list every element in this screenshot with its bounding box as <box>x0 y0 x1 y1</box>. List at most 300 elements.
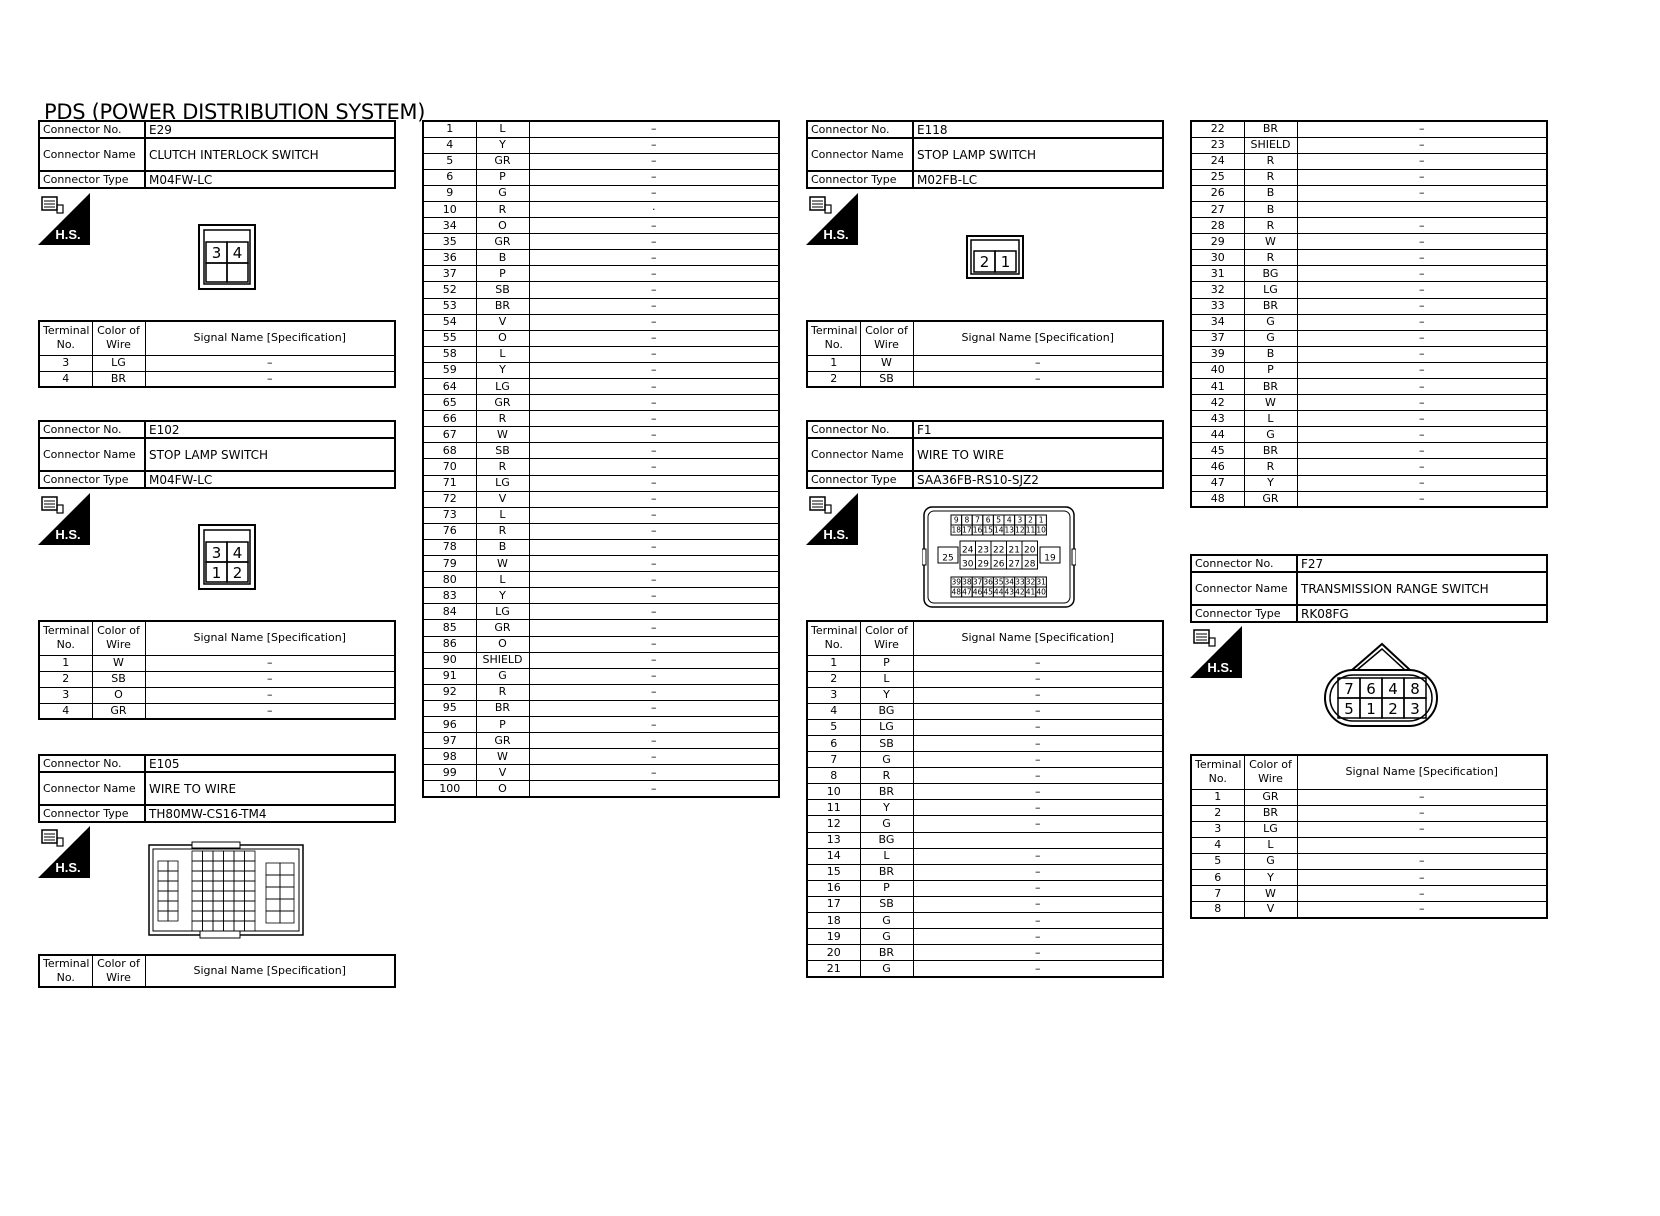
wire-color: L <box>860 671 913 687</box>
signal-name: – <box>529 556 779 572</box>
wire-color: LG <box>476 379 529 395</box>
wire-color: G <box>860 752 913 768</box>
table-row <box>807 768 1163 784</box>
pin-label: 1 <box>1038 515 1044 525</box>
pin-label: 44 <box>993 587 1004 597</box>
table-row <box>1191 869 1547 885</box>
wire-color: GR <box>476 234 529 250</box>
terminal-no: 67 <box>423 427 476 443</box>
wire-color: P <box>476 716 529 732</box>
signal-name: – <box>1297 282 1547 298</box>
pin-label: 15 <box>983 525 993 535</box>
table-row <box>807 655 1163 671</box>
pin-label: 24 <box>962 545 974 556</box>
wire-color: BG <box>860 832 913 848</box>
terminal-no: 72 <box>423 491 476 507</box>
wire-color: W <box>92 655 145 671</box>
signal-name: – <box>1297 218 1547 234</box>
table-row <box>1191 218 1547 234</box>
signal-name: – <box>913 768 1163 784</box>
table-row <box>423 234 779 250</box>
connector-face-e102 <box>198 524 256 590</box>
connector-type-label: Connector Type <box>39 805 145 822</box>
terminal-no: 45 <box>1191 443 1244 459</box>
hs-badge-label: H.S. <box>823 227 849 242</box>
terminal-no: 15 <box>807 864 860 880</box>
wire-color: G <box>1244 314 1297 330</box>
table-row <box>807 864 1163 880</box>
wire-color: R <box>476 201 529 217</box>
hs-badge-label: H.S. <box>55 227 81 242</box>
pin-label: 8 <box>1410 680 1420 698</box>
wire-color: G <box>860 961 913 977</box>
terminal-no: 92 <box>423 684 476 700</box>
signal-name: – <box>1297 330 1547 346</box>
wire-color: P <box>860 655 913 671</box>
terminal-table-e29 <box>38 320 396 388</box>
terminal-no: 4 <box>39 703 92 719</box>
pin-label: 3 <box>1410 700 1420 718</box>
terminal-no: 76 <box>423 523 476 539</box>
terminal-no: 46 <box>1191 459 1244 475</box>
terminal-no-header: Terminal No. <box>1191 755 1244 789</box>
table-row <box>1191 459 1547 475</box>
pin-label: 22 <box>993 545 1005 556</box>
terminal-no: 3 <box>39 687 92 703</box>
page-title: PDS (POWER DISTRIBUTION SYSTEM) <box>44 100 426 124</box>
terminal-no-header: Terminal No. <box>807 321 860 355</box>
wire-color: P <box>1244 362 1297 378</box>
terminal-no-header: Terminal No. <box>39 955 92 987</box>
signal-name: – <box>529 507 779 523</box>
wire-color: W <box>476 556 529 572</box>
pin-label: 13 <box>1004 525 1015 535</box>
table-row <box>807 703 1163 719</box>
terminal-no: 19 <box>807 929 860 945</box>
signal-name: – <box>529 169 779 185</box>
signal-name: – <box>913 961 1163 977</box>
terminal-no: 85 <box>423 620 476 636</box>
table-row <box>423 169 779 185</box>
wire-color: P <box>476 169 529 185</box>
pin-label: 27 <box>1008 559 1020 570</box>
table-row <box>1191 153 1547 169</box>
table-row <box>423 765 779 781</box>
table-row <box>423 121 779 137</box>
connector-e102-header <box>38 420 396 489</box>
wire-color: L <box>1244 837 1297 853</box>
signal-name: – <box>529 523 779 539</box>
terminal-no: 11 <box>807 800 860 816</box>
signal-name-header: Signal Name [Specification] <box>145 955 395 987</box>
signal-name: – <box>1297 789 1547 805</box>
table-row <box>423 749 779 765</box>
connector-type-label: Connector Type <box>807 471 913 488</box>
wire-color: LG <box>1244 282 1297 298</box>
terminal-no: 9 <box>423 185 476 201</box>
connector-type-value: TH80MW-CS16-TM4 <box>145 805 395 822</box>
wire-color: L <box>860 848 913 864</box>
wire-color: Y <box>476 588 529 604</box>
signal-name: – <box>1297 379 1547 395</box>
wire-color: GR <box>1244 789 1297 805</box>
wire-color: W <box>860 355 913 371</box>
connector-no-value: E29 <box>145 121 395 138</box>
connector-face-f27 <box>1322 642 1440 732</box>
terminal-no: 3 <box>1191 821 1244 837</box>
pin-label: 48 <box>951 587 962 597</box>
wire-color: O <box>476 781 529 797</box>
wire-color: W <box>476 749 529 765</box>
connector-name-label: Connector Name <box>39 438 145 471</box>
table-row <box>423 411 779 427</box>
signal-name <box>1297 201 1547 217</box>
table-row <box>1191 443 1547 459</box>
signal-name: – <box>913 816 1163 832</box>
wire-color: BR <box>1244 121 1297 137</box>
terminal-no: 6 <box>807 735 860 751</box>
table-row <box>807 880 1163 896</box>
wire-color: SB <box>860 735 913 751</box>
pin-label: 47 <box>962 587 972 597</box>
connector-e105-header <box>38 754 396 823</box>
terminal-table-e118 <box>806 320 1164 388</box>
connector-name-label: Connector Name <box>39 138 145 171</box>
pin-label: 37 <box>972 577 983 587</box>
signal-name: – <box>913 896 1163 912</box>
table-row <box>1191 234 1547 250</box>
table-row <box>423 652 779 668</box>
table-row <box>807 800 1163 816</box>
pin-label: 43 <box>1004 587 1015 597</box>
table-row <box>807 752 1163 768</box>
terminal-no: 8 <box>807 768 860 784</box>
signal-name: – <box>529 539 779 555</box>
signal-name: – <box>913 735 1163 751</box>
wire-color: R <box>476 523 529 539</box>
terminal-no: 10 <box>423 201 476 217</box>
table-row <box>1191 121 1547 137</box>
wire-color: L <box>1244 411 1297 427</box>
wire-color: LG <box>476 604 529 620</box>
color-of-wire-header: Color of Wire <box>1244 755 1297 789</box>
terminal-no: 8 <box>1191 902 1244 918</box>
signal-name: – <box>529 330 779 346</box>
terminal-no: 59 <box>423 362 476 378</box>
terminal-no: 1 <box>1191 789 1244 805</box>
wire-color: R <box>476 411 529 427</box>
terminal-no: 28 <box>1191 218 1244 234</box>
pin-label: 42 <box>1015 587 1025 597</box>
signal-name: – <box>1297 234 1547 250</box>
wire-color: BG <box>860 703 913 719</box>
signal-name: – <box>529 153 779 169</box>
table-row <box>423 379 779 395</box>
pin-label: 4 <box>1006 515 1012 525</box>
wire-color: BR <box>1244 379 1297 395</box>
signal-name: – <box>529 636 779 652</box>
signal-name: – <box>145 671 395 687</box>
table-row <box>807 896 1163 912</box>
terminal-no: 2 <box>1191 805 1244 821</box>
pin-label: 35 <box>993 577 1004 587</box>
terminal-no: 90 <box>423 652 476 668</box>
wire-color: BR <box>860 784 913 800</box>
wire-color: SB <box>860 896 913 912</box>
terminal-table-e105-head <box>38 954 396 988</box>
pin-label: 32 <box>1025 577 1036 587</box>
terminal-no: 44 <box>1191 427 1244 443</box>
wire-color: Y <box>860 800 913 816</box>
signal-name: – <box>1297 250 1547 266</box>
wire-color: W <box>1244 886 1297 902</box>
signal-name: – <box>1297 427 1547 443</box>
wire-color: G <box>1244 427 1297 443</box>
connector-no-label: Connector No. <box>39 755 145 772</box>
table-row <box>1191 902 1547 918</box>
wire-color: B <box>1244 201 1297 217</box>
terminal-no: 47 <box>1191 475 1244 491</box>
connector-name-label: Connector Name <box>807 438 913 471</box>
wire-color: B <box>476 250 529 266</box>
harness-side-icon <box>806 493 858 545</box>
pin-label: 5 <box>996 515 1002 525</box>
hs-badge-label: H.S. <box>823 527 849 542</box>
table-row <box>423 604 779 620</box>
wire-color: SB <box>476 282 529 298</box>
wire-color: Y <box>1244 869 1297 885</box>
connector-name-label: Connector Name <box>807 138 913 171</box>
pin-label: 16 <box>972 525 983 535</box>
signal-name: – <box>1297 395 1547 411</box>
table-row <box>423 491 779 507</box>
signal-name: – <box>529 137 779 153</box>
table-row <box>1191 837 1547 853</box>
pin-label: 14 <box>993 525 1004 535</box>
terminal-no: 91 <box>423 668 476 684</box>
table-row <box>39 355 395 371</box>
pin-label: 7 <box>1344 680 1354 698</box>
terminal-no: 95 <box>423 700 476 716</box>
table-row <box>1191 362 1547 378</box>
terminal-no: 6 <box>423 169 476 185</box>
connector-type-value: SAA36FB-RS10-SJZ2 <box>913 471 1163 488</box>
signal-name: – <box>913 752 1163 768</box>
terminal-no: 86 <box>423 636 476 652</box>
terminal-no: 4 <box>1191 837 1244 853</box>
table-row <box>1191 789 1547 805</box>
terminal-no: 5 <box>807 719 860 735</box>
pin-label: 12 <box>1015 525 1025 535</box>
signal-name: – <box>529 652 779 668</box>
table-row <box>807 848 1163 864</box>
signal-name-header: Signal Name [Specification] <box>145 621 395 655</box>
terminal-no: 4 <box>423 137 476 153</box>
wire-color: LG <box>1244 821 1297 837</box>
terminal-no: 26 <box>1191 185 1244 201</box>
table-row <box>1191 250 1547 266</box>
terminal-no: 37 <box>1191 330 1244 346</box>
wire-color: SB <box>476 443 529 459</box>
pin-label: 11 <box>1025 525 1036 535</box>
pin-label: 2 <box>979 253 990 271</box>
wire-color: BR <box>476 700 529 716</box>
table-row <box>807 371 1163 387</box>
connector-no-value: F1 <box>913 421 1163 438</box>
signal-name: – <box>529 684 779 700</box>
color-of-wire-header: Color of Wire <box>92 955 145 987</box>
wire-color: V <box>476 765 529 781</box>
pin-label: 5 <box>1344 700 1354 718</box>
table-row <box>423 781 779 797</box>
table-row <box>423 346 779 362</box>
terminal-no: 22 <box>1191 121 1244 137</box>
pin-label: 1 <box>211 564 222 582</box>
wire-color: B <box>1244 346 1297 362</box>
signal-name: – <box>913 864 1163 880</box>
wire-color: V <box>476 491 529 507</box>
terminal-no: 3 <box>807 687 860 703</box>
terminal-no: 7 <box>1191 886 1244 902</box>
terminal-table-f27 <box>1190 754 1548 919</box>
signal-name: – <box>1297 821 1547 837</box>
terminal-no: 99 <box>423 765 476 781</box>
terminal-no: 25 <box>1191 169 1244 185</box>
terminal-no: 34 <box>423 218 476 234</box>
wire-color: LG <box>860 719 913 735</box>
signal-name: – <box>1297 411 1547 427</box>
table-row <box>423 201 779 217</box>
signal-name: – <box>529 427 779 443</box>
table-row <box>1191 201 1547 217</box>
table-row <box>1191 853 1547 869</box>
table-row <box>1191 346 1547 362</box>
terminal-no: 79 <box>423 556 476 572</box>
signal-name-header: Signal Name [Specification] <box>913 621 1163 655</box>
hs-badge-label: H.S. <box>55 860 81 875</box>
terminal-no: 1 <box>807 355 860 371</box>
table-row <box>423 716 779 732</box>
terminal-no: 30 <box>1191 250 1244 266</box>
table-row <box>423 443 779 459</box>
table-row <box>807 671 1163 687</box>
table-row <box>423 282 779 298</box>
wire-color: V <box>1244 902 1297 918</box>
pin-label: 21 <box>1008 545 1020 556</box>
signal-name: – <box>529 121 779 137</box>
table-row <box>1191 886 1547 902</box>
wire-color: SHIELD <box>476 652 529 668</box>
connector-no-label: Connector No. <box>1191 555 1297 572</box>
color-of-wire-header: Color of Wire <box>92 321 145 355</box>
signal-name: – <box>1297 491 1547 507</box>
table-row <box>807 784 1163 800</box>
table-row <box>807 832 1163 848</box>
pin-label: 34 <box>1004 577 1015 587</box>
terminal-no: 4 <box>39 371 92 387</box>
signal-name: – <box>529 395 779 411</box>
pin-label: 7 <box>975 515 980 525</box>
signal-name: – <box>1297 298 1547 314</box>
pin-label: 26 <box>993 559 1005 570</box>
table-row <box>423 539 779 555</box>
terminal-no: 35 <box>423 234 476 250</box>
terminal-no: 100 <box>423 781 476 797</box>
wire-color: BR <box>860 864 913 880</box>
terminal-no: 66 <box>423 411 476 427</box>
signal-name: – <box>529 314 779 330</box>
terminal-table-e105 <box>422 120 780 798</box>
wire-color: G <box>860 913 913 929</box>
pin-label: 2 <box>1028 515 1033 525</box>
wire-color: R <box>476 459 529 475</box>
wire-color: SB <box>860 371 913 387</box>
signal-name: – <box>529 266 779 282</box>
pin-label: 41 <box>1025 587 1036 597</box>
terminal-no: 18 <box>807 913 860 929</box>
color-of-wire-header: Color of Wire <box>860 621 913 655</box>
wire-color: G <box>1244 330 1297 346</box>
wire-color: B <box>476 539 529 555</box>
connector-name-value: TRANSMISSION RANGE SWITCH <box>1297 572 1547 605</box>
wire-color: BR <box>1244 443 1297 459</box>
terminal-table-f1-continued <box>1190 120 1548 508</box>
signal-name: – <box>529 218 779 234</box>
wire-color: Y <box>476 137 529 153</box>
wire-color: GR <box>476 733 529 749</box>
wire-color: Y <box>476 362 529 378</box>
signal-name: – <box>1297 459 1547 475</box>
terminal-no: 2 <box>807 371 860 387</box>
signal-name: – <box>529 588 779 604</box>
signal-name-header: Signal Name [Specification] <box>913 321 1163 355</box>
table-row <box>423 153 779 169</box>
table-row <box>807 913 1163 929</box>
connector-e29-header <box>38 120 396 189</box>
terminal-no-header: Terminal No. <box>807 621 860 655</box>
terminal-no: 1 <box>423 121 476 137</box>
harness-side-icon <box>1190 626 1242 678</box>
table-row <box>807 719 1163 735</box>
pin-label: 36 <box>983 577 993 587</box>
table-row <box>423 250 779 266</box>
signal-name: – <box>913 800 1163 816</box>
connector-name-value: STOP LAMP SWITCH <box>913 138 1163 171</box>
terminal-no: 98 <box>423 749 476 765</box>
terminal-no: 34 <box>1191 314 1244 330</box>
wire-color: R <box>1244 459 1297 475</box>
wire-color: R <box>860 768 913 784</box>
signal-name: – <box>529 733 779 749</box>
terminal-no: 16 <box>807 880 860 896</box>
pin-label: 38 <box>962 577 972 587</box>
signal-name: – <box>529 620 779 636</box>
table-row <box>807 355 1163 371</box>
connector-no-value: E102 <box>145 421 395 438</box>
terminal-no: 5 <box>423 153 476 169</box>
table-row <box>423 684 779 700</box>
table-row <box>1191 282 1547 298</box>
signal-name: – <box>529 379 779 395</box>
terminal-no: 54 <box>423 314 476 330</box>
terminal-no: 32 <box>1191 282 1244 298</box>
terminal-no: 58 <box>423 346 476 362</box>
signal-name: – <box>913 848 1163 864</box>
terminal-no: 68 <box>423 443 476 459</box>
signal-name: – <box>913 371 1163 387</box>
pin-label: 30 <box>962 559 974 570</box>
table-row <box>1191 185 1547 201</box>
